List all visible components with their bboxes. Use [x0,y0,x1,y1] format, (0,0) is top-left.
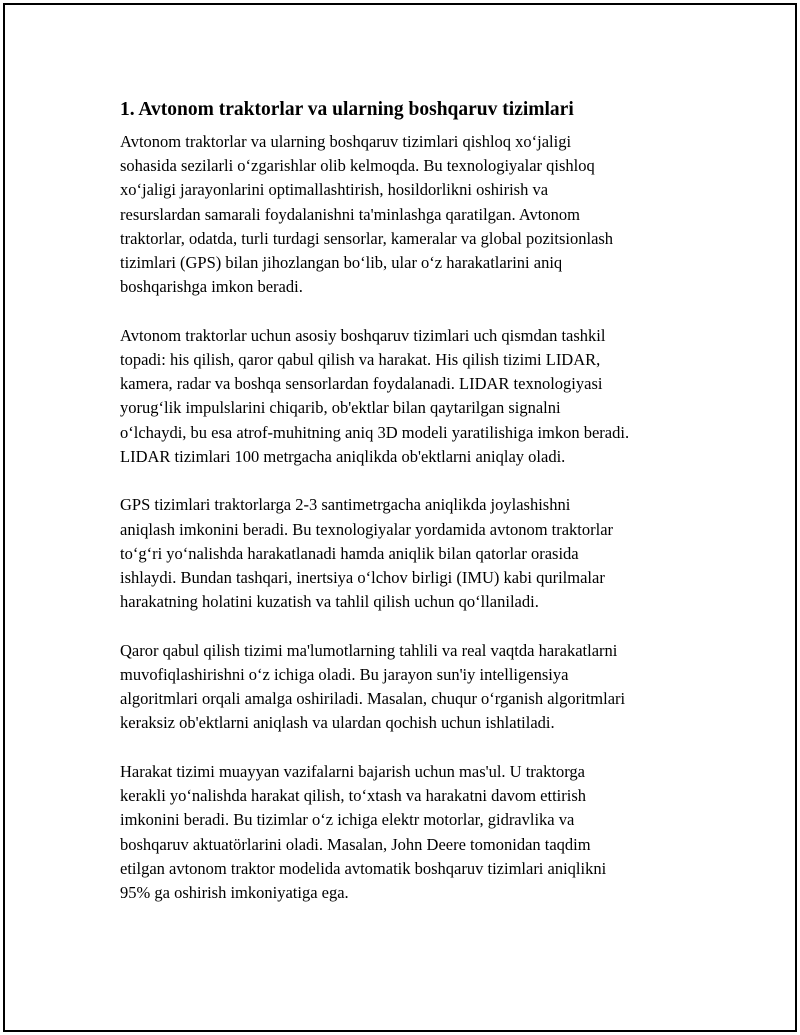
text-line: ishlaydi. Bundan tashqari, inertsiya oʻlchov birligi (IMU) kabi qurilmalar [120,568,605,588]
text-line: kerakli yoʻnalishda harakat qilish, toʻxtash va harakatni davom ettirish [120,786,586,806]
text-line: sohasida sezilarli oʻzgarishlar olib kelmoqda. Bu texnologiyalar qishloq [120,156,595,176]
text-line: keraksiz ob'ektlarni aniqlash va ulardan qochish uchun ishlatiladi. [120,713,555,733]
text-line: GPS tizimlari traktorlarga 2-3 santimetrgacha aniqlikda joylashishni [120,495,571,515]
text-line: oʻlchaydi, bu esa atrof-muhitning aniq 3D modeli yaratilishiga imkon beradi. [120,422,630,442]
text-line: yorugʻlik impulslarini chiqarib, ob'ektlar bilan qaytarilgan signalni [120,398,561,418]
text-line: Harakat tizimi muayyan vazifalarni bajarish uchun mas'ul. U traktorga [120,762,585,782]
text-line: algoritmlari orqali amalga oshiriladi. Masalan, chuqur oʻrganish algoritmlari [120,689,626,709]
text-line: traktorlar, odatda, turli turdagi sensorlar, kameralar va global pozitsionlash [120,228,614,248]
text-line: boshqarishga imkon beradi. [120,277,303,297]
text-line: 95% ga oshirish imkoniyatiga ega. [120,883,349,903]
document-content [120,96,700,930]
paragraph-3 [120,493,700,614]
text-line: Qaror qabul qilish tizimi ma'lumotlarning tahlili va real vaqtda harakatlarni [120,640,618,660]
text-line: resurslardan samarali foydalanishni ta'minlashga qaratilgan. Avtonom [120,204,580,224]
paragraph-1 [120,130,700,299]
text-line: imkonini beradi. Bu tizimlar oʻz ichiga elektr motorlar, gidravlika va [120,810,575,830]
paragraph-2 [120,324,700,469]
text-line: topadi: his qilish, qaror qabul qilish va harakat. His qilish tizimi LIDAR, [120,350,601,370]
text-line: harakatning holatini kuzatish va tahlil qilish uchun qoʻllaniladi. [120,592,539,612]
paragraph-5 [120,760,700,905]
text-line: Avtonom traktorlar uchun asosiy boshqaruv tizimlari uch qismdan tashkil [120,325,606,345]
text-line: muvofiqlashirishni oʻz ichiga oladi. Bu jarayon sun'iy intelligensiya [120,665,569,685]
text-line: aniqlash imkonini beradi. Bu texnologiyalar yordamida avtonom traktorlar [120,519,614,539]
text-line: Avtonom traktorlar va ularning boshqaruv tizimlari qishloq xoʻjaligi [120,132,572,151]
document-page [3,3,797,1032]
text-line: etilgan avtonom traktor modelida avtomatik boshqaruv tizimlari aniqlikni [120,858,607,878]
paragraph-4 [120,639,700,736]
text-line: boshqaruv aktuatörlarini oladi. Masalan, John Deere tomonidan taqdim [120,834,591,854]
section-heading: 1. Avtonom traktorlar va ularning boshqaruv tizimlari [120,99,574,120]
text-line: LIDAR tizimlari 100 metrgacha aniqlikda ob'ektlarni aniqlay oladi. [120,446,566,466]
text-line: kamera, radar va boshqa sensorlardan foydalanadi. LIDAR texnologiyasi [120,374,603,394]
text-line: xoʻjaligi jarayonlarini optimallashtirish, hosildorlikni oshirish va [120,180,549,200]
text-line: toʻgʻri yoʻnalishda harakatlanadi hamda aniqlik bilan qatorlar orasida [120,543,579,563]
text-line: tizimlari (GPS) bilan jihozlangan boʻlib, ular oʻz harakatlarini aniq [120,253,563,273]
